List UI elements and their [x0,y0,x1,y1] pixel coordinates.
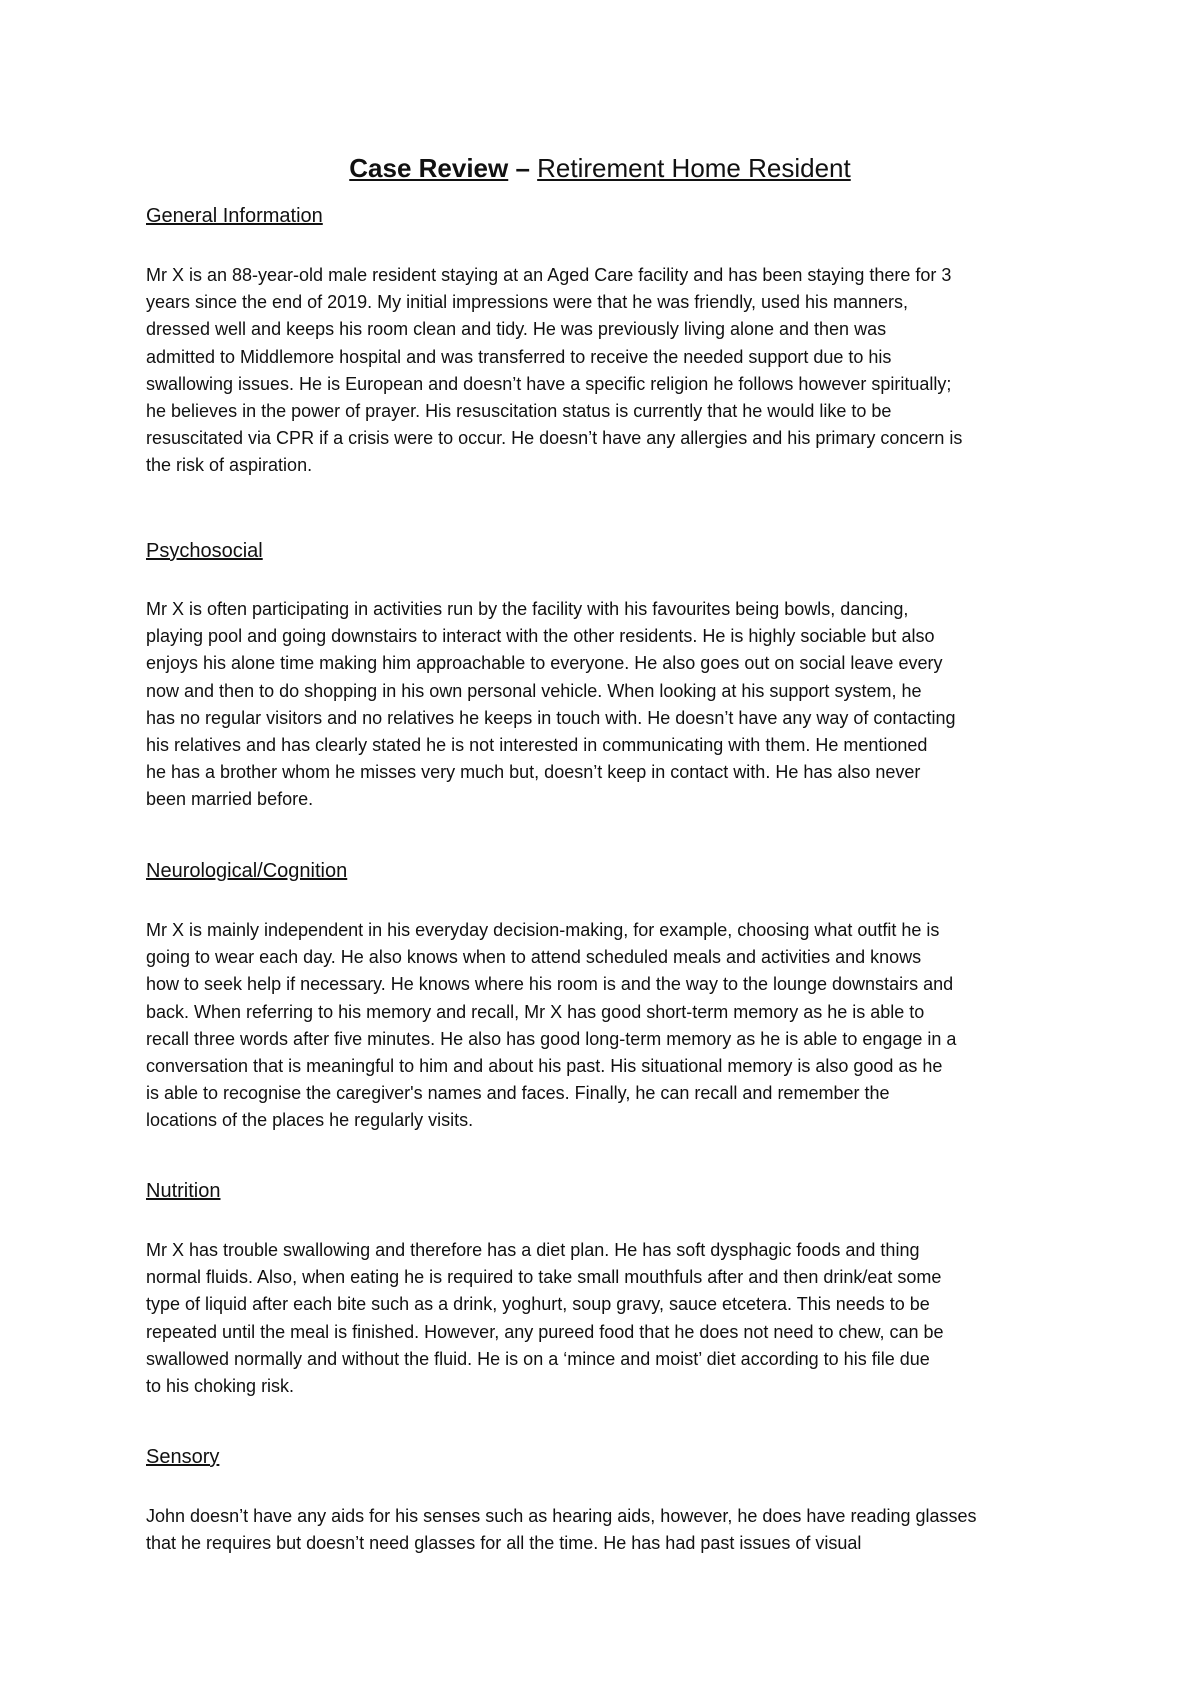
heading-nutrition: Nutrition [146,1180,221,1202]
text-line: how to seek help if necessary. He knows where his room is and the way to the lounge downstairs and [146,974,954,995]
text-line: to his choking risk. [146,1376,295,1397]
text-line: admitted to Middlemore hospital and was transferred to receive the needed support due to his [146,346,892,367]
text-line: playing pool and going downstairs to interact with the other residents. He is highly sociable but also [146,626,935,647]
paragraph-sensory [146,1503,1081,1557]
paragraph-psychosocial [146,596,1081,814]
text-line: now and then to do shopping in his own personal vehicle. When looking at his support system, he [146,680,922,701]
text-line: been married before. [146,789,314,810]
text-line: enjoys his alone time making him approachable to everyone. He also goes out on social leave every [146,653,943,674]
text-line: swallowed normally and without the fluid. He is on a ‘mince and moist’ diet according to his file due [146,1348,930,1369]
text-line: recall three words after five minutes. He also has good long-term memory as he is able to engage in a [146,1028,957,1049]
text-line: type of liquid after each bite such as a drink, yoghurt, soup gravy, sauce etcetera. This needs to be [146,1294,930,1315]
text-line: swallowing issues. He is European and doesn’t have a specific religion he follows however spiritually; [146,373,952,394]
title-main: Case Review [349,153,509,183]
text-line: years since the end of 2019. My initial impressions were that he was friendly, used his manners, [146,292,909,313]
text-line: his relatives and has clearly stated he is not interested in communicating with them. He mentioned [146,735,928,756]
text-line: dressed well and keeps his room clean and tidy. He was previously living alone and then was [146,319,887,340]
text-line: back. When referring to his memory and recall, Mr X has good short-term memory as he is able to [146,1001,925,1022]
text-line: locations of the places he regularly visits. [146,1110,474,1131]
text-line: resuscitated via CPR if a crisis were to occur. He doesn’t have any allergies and his primary concern is [146,428,963,449]
paragraph-general-information [146,262,1081,480]
text-line: he believes in the power of prayer. His resuscitation status is currently that he would like to be [146,401,892,422]
title-dash: – [508,153,538,183]
heading-psychosocial: Psychosocial [146,540,263,562]
heading-sensory: Sensory [146,1446,220,1468]
text-line: he has a brother whom he misses very much but, doesn’t keep in contact with. He has also never [146,762,921,783]
text-line: Mr X is an 88-year-old male resident staying at an Aged Care facility and has been staying there for 3 [146,265,952,285]
text-line: Mr X is mainly independent in his everyday decision-making, for example, choosing what outfit he is [146,920,940,940]
text-line: going to wear each day. He also knows when to attend scheduled meals and activities and knows [146,947,922,968]
text-line: Mr X is often participating in activities run by the facility with his favourites being bowls, dancing, [146,599,909,619]
text-line: conversation that is meaningful to him and about his past. His situational memory is also good as he [146,1056,943,1077]
text-line: is able to recognise the caregiver's names and faces. Finally, he can recall and remember the [146,1083,890,1104]
text-line: normal fluids. Also, when eating he is required to take small mouthfuls after and then drink/eat some [146,1267,942,1288]
text-line: Mr X has trouble swallowing and therefore has a diet plan. He has soft dysphagic foods and thing [146,1240,920,1260]
title-subtitle: Retirement Home Resident [537,153,851,183]
text-line: repeated until the meal is finished. However, any pureed food that he does not need to chew, can be [146,1321,944,1342]
text-line: that he requires but doesn’t need glasses for all the time. He has had past issues of visual [146,1533,862,1554]
text-line: the risk of aspiration. [146,455,313,476]
paragraph-neurological-cognition [146,917,1081,1135]
heading-neurological-cognition: Neurological/Cognition [146,860,348,882]
paragraph-nutrition [146,1237,1081,1400]
document-title [0,150,1200,186]
text-line: has no regular visitors and no relatives he keeps in touch with. He doesn’t have any way of contacting [146,707,956,728]
heading-general-information: General Information [146,205,323,227]
text-line: John doesn’t have any aids for his senses such as hearing aids, however, he does have reading glasses [146,1506,977,1526]
